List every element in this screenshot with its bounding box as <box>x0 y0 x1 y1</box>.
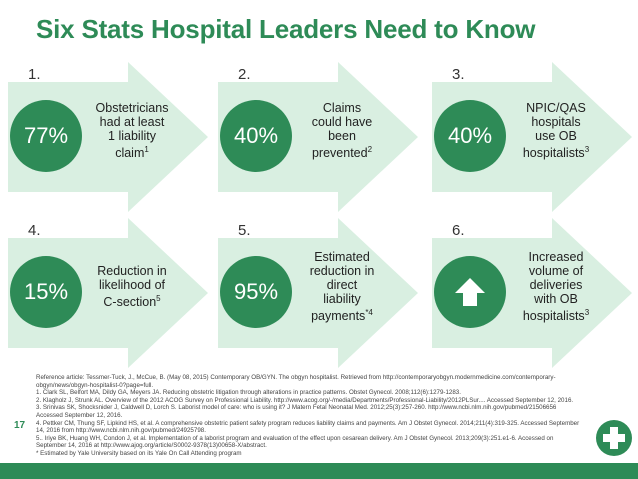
stat-value-circle <box>220 100 292 172</box>
reference-line: Accessed September 12, 2016. <box>36 411 123 419</box>
stat-value: 40% <box>233 123 279 148</box>
stat-description <box>298 101 386 160</box>
up-arrow-icon <box>434 256 506 328</box>
stat-description <box>512 101 600 160</box>
stat-tile-5 <box>218 218 423 376</box>
stat-description-line: with OB <box>534 292 578 306</box>
reference-line: September 14, 2016 at http://www.ajog.org/article/S0002-9378(13)00658-X/abstract. <box>36 442 267 450</box>
stat-value-circle <box>10 100 82 172</box>
stat-number: 6. <box>452 222 465 239</box>
stat-description-line: use OB <box>535 129 577 143</box>
stat-description-line: 1 liability <box>108 129 156 143</box>
stat-description-line: Reduction in <box>97 264 167 278</box>
stat-value: 95% <box>233 279 279 304</box>
stat-tile-3 <box>432 62 637 220</box>
stat-description <box>88 264 176 309</box>
stat-description-line: likelihood of <box>98 278 165 292</box>
stat-number: 1. <box>28 66 41 83</box>
stat-description-line: reduction in <box>309 264 375 278</box>
stat-description <box>88 101 176 160</box>
footnote-marker: *4 <box>365 308 373 317</box>
stat-description-line: Claims <box>322 101 362 115</box>
stat-description-line: hospitalists$^3$ <box>522 145 590 161</box>
footnote-marker: 5 <box>156 294 161 303</box>
stat-number: 3. <box>452 66 465 83</box>
stat-number: 5. <box>238 222 251 239</box>
stat-description-line: Estimated <box>314 250 370 264</box>
stat-number: 2. <box>238 66 251 83</box>
stat-value-circle <box>220 256 292 328</box>
cross-logo-icon <box>596 420 632 456</box>
reference-line: 5.. Iriye BK, Huang WH, Condon J, et al. Implementation of a laborist program and evaluation of the effect upon cesarean delivery. Am J Obstet Gynecol. 2013;209(3):251.e1-6. Accessed on <box>36 434 554 442</box>
stat-description-line: claim$^1$ <box>115 145 149 161</box>
footnote-marker: 3 <box>584 145 590 154</box>
reference-line: * Estimated by Yale University based on its Yale On Call Attending program <box>36 449 242 457</box>
stat-description-line: deliveries <box>529 278 583 292</box>
stat-description <box>512 250 600 323</box>
stat-tile-1 <box>8 62 213 220</box>
stat-number: 4. <box>28 222 41 239</box>
stat-description-line: volume of <box>528 264 584 278</box>
stat-value-circle <box>434 100 506 172</box>
page-title: Six Stats Hospital Leaders Need to Know <box>36 14 536 44</box>
stat-description-line: had at least <box>99 115 165 129</box>
stat-description-line: hospitalists$^3$ <box>522 308 590 324</box>
stat-description-line: C-section$^5$ <box>103 294 161 310</box>
footnote-marker: 1 <box>144 145 149 154</box>
references <box>36 374 596 458</box>
stat-tile-2 <box>218 62 423 220</box>
stat-description-line: Obstetricians <box>95 101 169 115</box>
reference-line: 3. Srinivas SK, Shocksnider J, Caldwell D, Lorch S. Laborist model of care: who is using it? J Matern Fetal Neonatal Med. 2012;25(3):257-260. http://www.ncbi.nlm.nih.gov/pubmed/21506656 <box>36 404 557 412</box>
reference-line: Reference article: Tessmer-Tuck, J., McCue, B. (May 08, 2015) Contemporary OB/GYN. The obgyn hospitalist. Retrieved from http://contemporaryobgyn.modernmedicine.com/contemporary- <box>36 374 556 381</box>
page-number: 17 <box>14 420 26 431</box>
stat-value: 40% <box>447 123 493 148</box>
stat-description-line: prevented$^2$ <box>311 145 373 161</box>
stat-value-circle <box>10 256 82 328</box>
reference-line: 14, 2016 from http://www.ncbi.nlm.nih.gov/pubmed/24925798. <box>36 427 206 435</box>
reference-line: 4. Pettker CM, Thung SF, Lipkind HS, et al. A comprehensive obstetric patient safety program reduces liability claims and payments. Am J Obstet Gynecol. 2014;211(4):319-325. Accessed September <box>36 419 580 427</box>
stat-description-line: direct <box>326 278 358 292</box>
stat-description-line: payments$^{*4}$ <box>311 308 373 324</box>
stat-description-line: liability <box>323 292 361 306</box>
stat-tile-6 <box>432 218 637 376</box>
stat-description-line: been <box>328 129 356 143</box>
footnote-marker: 2 <box>367 145 373 154</box>
footnote-marker: 3 <box>584 308 590 317</box>
reference-line: obgyn/news/obgyn-hospitalist-0?page=full. <box>36 381 154 389</box>
reference-line: 2. Klagholz J, Strunk AL. Overview of the 2012 ACOG Survey on Professional Liability. http://www.acog.org/-/media/Departments/Professional-Liability/2012PLSur.... Accessed September 12, 2016. <box>36 396 574 404</box>
stat-value: 77% <box>23 123 69 148</box>
stat-description-line: NPIC/QAS <box>526 101 586 115</box>
reference-line: 1. Clark SL, Belfort MA, Dildy GA, Meyers JA. Reducing obstetric litigation through alterations in practice patterns. Obstet Gynecol. 2008;112(6):1279-1283. <box>36 389 461 397</box>
stat-value: 15% <box>23 279 69 304</box>
stat-description <box>298 250 386 323</box>
stat-tile-4 <box>8 218 213 376</box>
bottom-bar <box>0 463 638 479</box>
stat-description-line: Increased <box>528 250 584 264</box>
stat-description-line: could have <box>311 115 373 129</box>
stat-description-line: hospitals <box>531 115 581 129</box>
